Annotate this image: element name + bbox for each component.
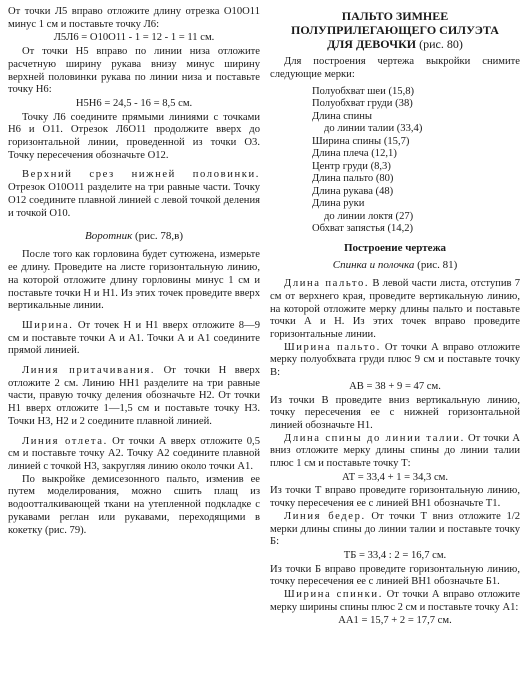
section-heading-build: Построение чертежа (343, 241, 447, 254)
right-column (270, 6, 520, 629)
formula-l5l6: Л5Л6 = О10О11 - 1 = 12 - 1 = 11 см. (53, 32, 215, 44)
measurements-list (312, 86, 520, 236)
list-item: Ширина спины (15,7) (312, 135, 410, 147)
paragraph-l6-connect: Точку Л6 соедините прямыми линиями с точками Н6 и О11. Отрезок Л6О11 продолжите вверх до горизонтальной линии, проведенной из точки О3. Точку пересечения обозначьте О12. (8, 111, 260, 161)
paragraph-l6: От точки Л5 вправо отложите длину отрезка О10О11 минус 1 см и поставьте точку Л6: (8, 6, 260, 30)
list-item: Обхват запястья (14,2) (312, 223, 414, 235)
list-item: Центр груди (8,3) (312, 160, 391, 172)
paragraph-flare-line: Линия отлета. От точки А вверх отложите 0,5 см и поставьте точку А2. Точку А2 соедините плавной линией с точкой Н3, закругляя линию около точки А1. (8, 435, 260, 472)
list-item: Длина рукава (48) (312, 185, 394, 197)
paragraph-hip-line: Линия бедер. От точки Т вниз отложите 1/2 мерки длины спины до линии талии и поставьте точку Б: (270, 510, 521, 548)
term-upper-cut: Верхний срез нижней половинки. (22, 169, 260, 181)
paragraph-collar-width: Ширина. От точек Н и Н1 вверх отложите 8—9 см и поставьте точки А и А1. Точки А и А1 соедините прямой линией. (8, 319, 260, 357)
formula-at: АТ = 33,4 + 1 = 34,3 см. (341, 471, 449, 483)
left-column (8, 6, 260, 537)
paragraph-intro: Для построения чертежа выкройки снимите следующие мерки: (270, 56, 520, 81)
list-item: Полуобхват груди (38) (312, 98, 413, 110)
paragraph-collar-intro: После того как горловина будет сутюжена, измерьте ее длину. Проведите на листе горизонтальную линию, на которой отложите длину горловины минус 1 см и поставьте точки Н и Н1. Из этих точек проведите вверх вертикальные линии. (8, 249, 260, 312)
list-item: Полуобхват шеи (15,8) (312, 85, 415, 97)
paragraph-coat-length: Длина пальто. В левой части листа, отступив 7 см от верхнего края, проведите вертикальную линию, на которой отложите мерку длины пальто и поставьте точки А и Н. Из этих точек вправо проведите горизонтальные линии. (270, 278, 520, 340)
section-heading-collar: Воротник (рис. 78,в) (84, 230, 184, 243)
formula-ab: АВ = 38 + 9 = 47 см. (349, 380, 441, 392)
paragraph-coat-width: Ширина пальто. От точки А вправо отложите мерку полуобхвата груди плюс 9 см и поставьте точку В: (270, 341, 521, 379)
paragraph-raincoat: По выкройке демисезонного пальто, изменив ее путем моделирования, можно сшить плащ из водоотталкивающей ткани на утепленной подкладке с рукавами реглан или рукавами, переходящими в кокетку (рис. 79). (8, 473, 260, 536)
formula-aa1: АА1 = 15,7 + 2 = 17,7 см. (338, 615, 452, 627)
list-item: Длина пальто (80) (312, 173, 394, 185)
paragraph-b1: Из точки Б вправо проведите горизонтальную линию, точку пересечения ее с линией ВН1 обозначьте Б1. (270, 563, 520, 588)
paragraph-attach-line: Линия притачивания. От точки Н вверх отложите 2 см. Линию НН1 разделите на три равные части, правую точку деления обозначьте Н2. От точки Н1 вверх отложите 1—1,5 см и поставьте точку Н3. Точки Н3, Н2 и 2 соедините плавной линией. (8, 365, 260, 427)
paragraph-h1: Из точки В проведите вниз вертикальную линию, точку пересечения ее с нижней горизонтальной линией обозначьте Н1. (270, 394, 520, 431)
section-heading-back: Спинка и полочка (рис. 81) (332, 258, 458, 271)
list-item: Длина руки (312, 198, 365, 210)
list-item: до линии талии (33,4) (324, 123, 423, 135)
paragraph-upper-cut: Верхний срез нижней половинки. Отрезок О10О11 разделите на три равные части. Точку О12 соедините плавной линией с левой точкой деления и точкой О10. (8, 169, 260, 219)
paragraph-back-length: Длина спины до линии талии. От точки А вниз отложите мерку длины спины до линии талии плюс 1 см и поставьте точку Т: (270, 432, 520, 470)
formula-tb: ТБ = 33,4 : 2 = 16,7 см. (343, 549, 447, 561)
paragraph-h6: От точки Н5 вправо по линии низа отложите расчетную ширину рукава внизу минус ширину верхней половинки рукава по линии низа и поставьте точку Н6: (8, 46, 260, 96)
paragraph-back-width: Ширина спинки. От точки А вправо отложите мерку ширины спины плюс 2 см и поставьте точку А1: (270, 589, 520, 613)
formula-h5h6: Н5Н6 = 24,5 - 16 = 8,5 см. (75, 97, 193, 109)
list-item: до линии локтя (27) (324, 210, 414, 222)
article-title: ПАЛЬТО ЗИМНЕЕ ПОЛУПРИЛЕГАЮЩЕГО СИЛУЭТА ДЛЯ ДЕВОЧКИ (рис. 80) (291, 9, 499, 51)
paragraph-t1: Из точки Т вправо проведите горизонтальную линию, точку пересечения ее с линией ВН1 обозначьте Т1. (270, 485, 520, 510)
list-item: Длина плеча (12,1) (312, 148, 397, 160)
list-item: Длина спины (312, 110, 373, 122)
